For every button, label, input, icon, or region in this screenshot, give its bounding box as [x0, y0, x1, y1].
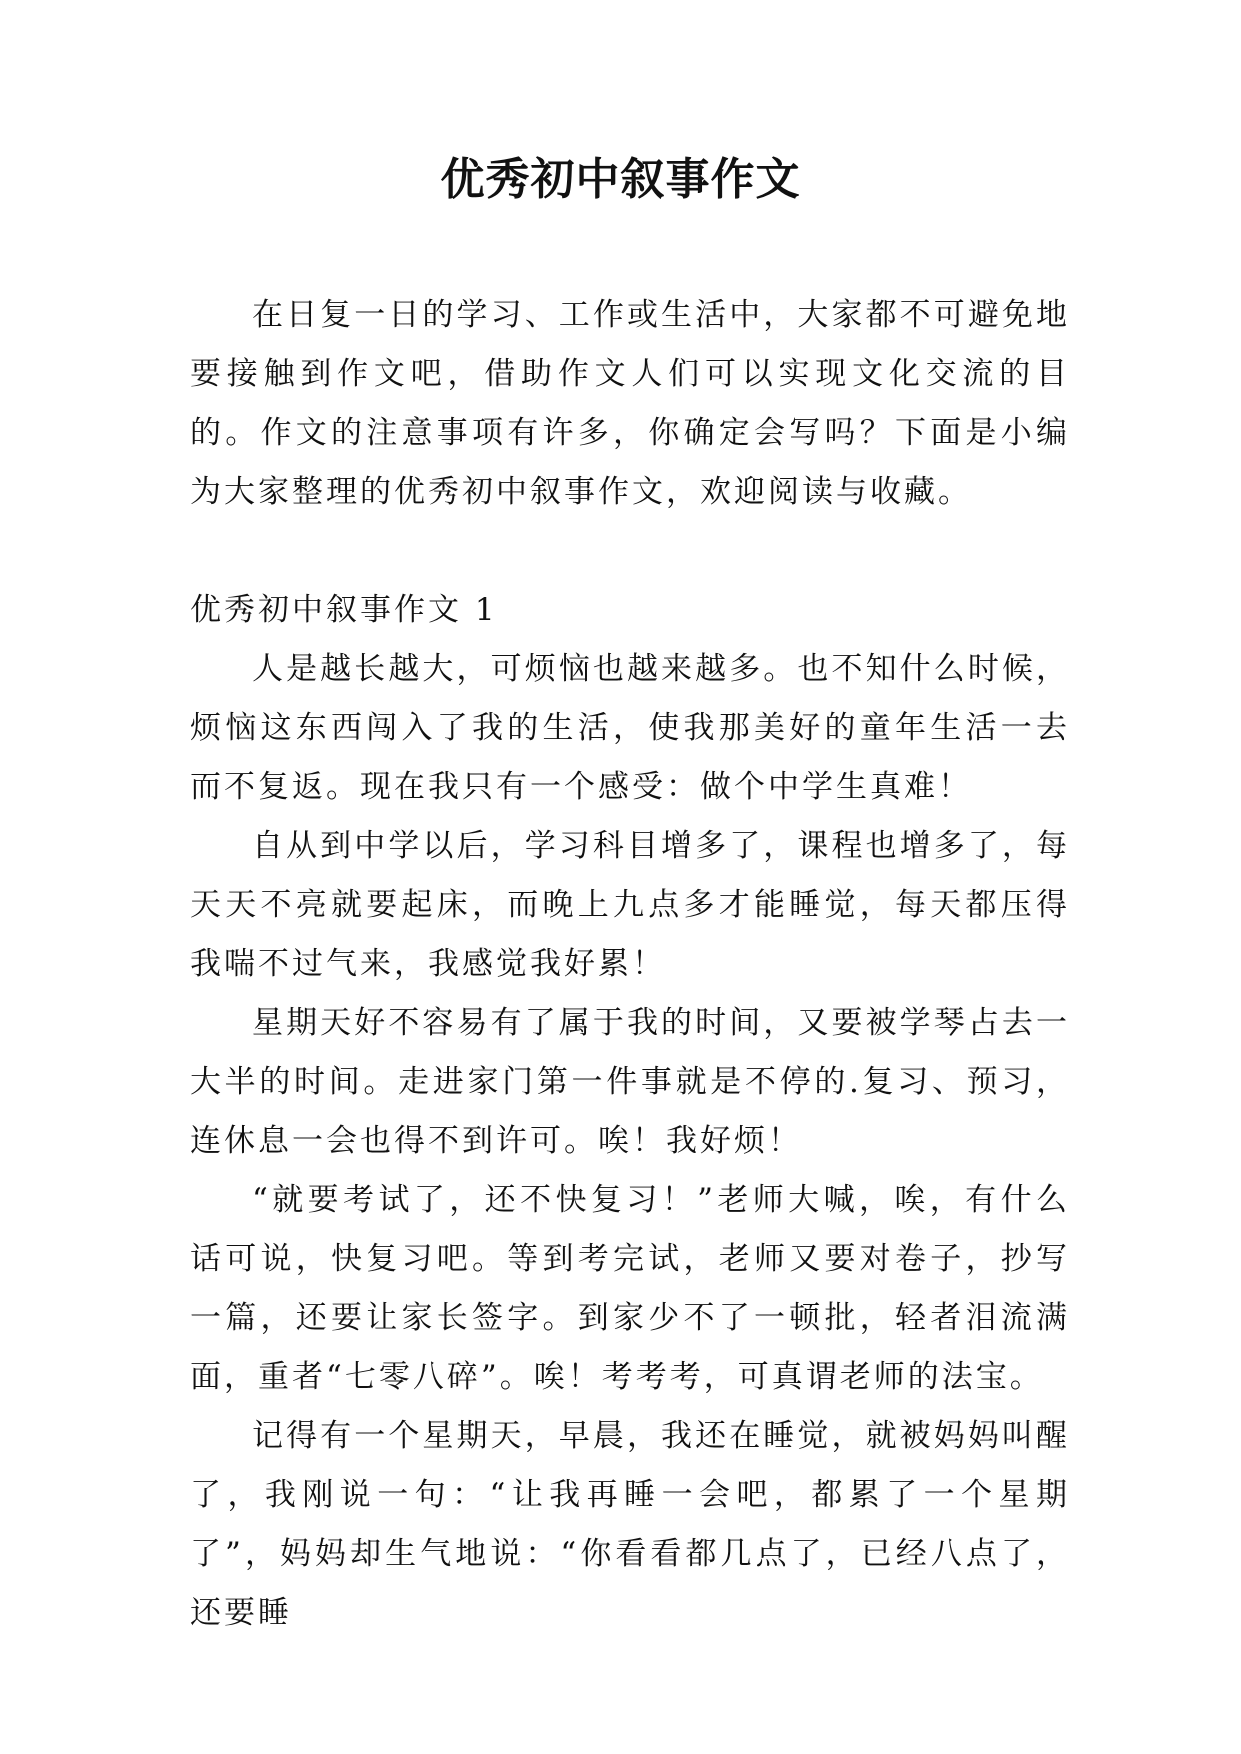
paragraph-3: 星期天好不容易有了属于我的时间，又要被学琴占去一大半的时间。走进家门第一件事就是不停的.复习、预习，连休息一会也得不到许可。唉！我好烦！ — [190, 1005, 1070, 1159]
paragraph-1: 人是越长越大，可烦恼也越来越多。也不知什么时候，烦恼这东西闯入了我的生活，使我那美好的童年生活一去而不复返。现在我只有一个感受：做个中学生真难！ — [190, 651, 1070, 805]
document-body — [190, 286, 1070, 1643]
document-title: 优秀初中叙事作文 — [440, 154, 801, 205]
paragraph-4: “就要考试了，还不快复习！”老师大喊，唉，有什么话可说，快复习吧。等到考完试，老师又要对卷子，抄写一篇，还要让家长签字。到家少不了一顿批，轻者泪流满面，重者“七零八碎”。唉！考考考，可真谓老师的法宝。 — [190, 1182, 1070, 1395]
paragraph-2: 自从到中学以后，学习科目增多了，课程也增多了，每天天不亮就要起床，而晚上九点多才能睡觉，每天都压得我喘不过气来，我感觉我好累！ — [190, 828, 1070, 982]
intro-paragraph: 在日复一日的学习、工作或生活中，大家都不可避免地要接触到作文吧，借助作文人们可以实现文化交流的目的。作文的注意事项有许多，你确定会写吗？下面是小编为大家整理的优秀初中叙事作文，欢迎阅读与收藏。 — [190, 297, 1070, 510]
paragraph-5: 记得有一个星期天，早晨，我还在睡觉，就被妈妈叫醒了，我刚说一句：“让我再睡一会吧，都累了一个星期了”，妈妈却生气地说：“你看看都几点了，已经八点了，还要睡 — [190, 1418, 1070, 1631]
section-heading: 优秀初中叙事作文 1 — [190, 592, 498, 628]
